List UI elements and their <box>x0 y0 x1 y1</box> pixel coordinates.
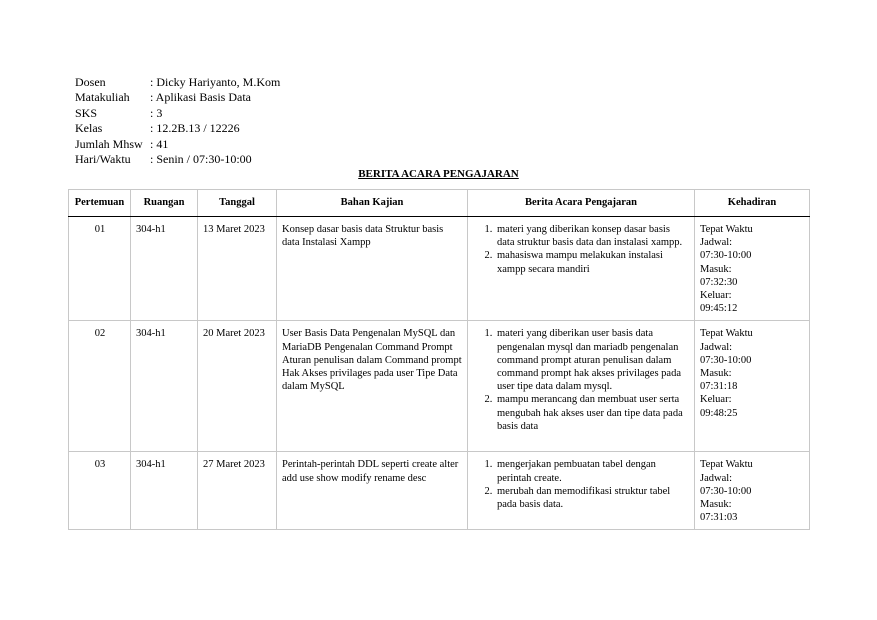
kehadiran-line: Masuk: <box>700 499 732 511</box>
cell-tanggal: 20 Maret 2023 <box>198 321 277 452</box>
berita-item: 1. materi yang diberikan user basis data pengenalan mysql dan mariadb pengenalan command prompt aturan penulisan dalam command prompt hak akses privilages pada user tipe data dalam mysql. <box>495 327 690 393</box>
page-title: BERITA ACARA PENGAJARAN <box>358 168 519 180</box>
info-label: Jumlah Mhsw <box>75 136 143 151</box>
column-header-tanggal: Tanggal <box>198 190 277 217</box>
cell-tanggal: 27 Maret 2023 <box>198 452 277 530</box>
kehadiran-line: Keluar: <box>700 290 732 302</box>
cell-berita-acara <box>468 217 695 321</box>
berita-item: 1. materi yang diberikan konsep dasar basis data struktur basis data dan instalasi xampp. <box>495 223 690 249</box>
cell-pertemuan: 01 <box>69 217 131 321</box>
info-label: Hari/Waktu <box>75 152 131 167</box>
cell-bahan-kajian: User Basis Data Pengenalan MySQL dan MariaDB Pengenalan Command Prompt Aturan penulisan dalam Command prompt Hak Akses privilages pada user Tipe Data dalam MySQL <box>277 321 468 452</box>
cell-bahan-kajian: Perintah-perintah DDL seperti create alter add use show modify rename desc <box>277 452 468 530</box>
table-header-row <box>69 190 810 217</box>
kehadiran-line: Jadwal: <box>700 237 733 249</box>
info-value: : 12.2B.13 / 12226 <box>150 121 240 136</box>
kehadiran-line: Keluar: <box>700 394 732 406</box>
kehadiran-line: 07:30-10:00 <box>700 250 752 262</box>
kehadiran-line: 07:30-10:00 <box>700 354 752 366</box>
cell-ruangan: 304-h1 <box>131 321 198 452</box>
info-row-matakuliah <box>75 90 280 105</box>
info-row-hari-waktu <box>75 152 280 167</box>
info-value: : 3 <box>150 105 163 120</box>
kehadiran-line: 07:31:03 <box>700 512 738 524</box>
kehadiran-line: 09:48:25 <box>700 407 738 419</box>
table-row <box>69 452 810 530</box>
course-info <box>75 75 280 167</box>
kehadiran-line: 07:32:30 <box>700 276 738 288</box>
berita-item: 1. mengerjakan pembuatan tabel dengan perintah create. <box>495 458 690 484</box>
cell-kehadiran <box>695 321 810 452</box>
kehadiran-line: 07:31:18 <box>700 381 738 393</box>
kehadiran-status: Tepat Waktu <box>700 459 753 471</box>
info-label: Kelas <box>75 121 103 136</box>
kehadiran-line: Masuk: <box>700 368 732 380</box>
info-value: : Dicky Hariyanto, M.Kom <box>150 75 281 89</box>
berita-item: 2. mampu merancang dan membuat user serta mengubah hak akses user dan tipe data pada basis data <box>495 393 690 433</box>
kehadiran-status: Tepat Waktu <box>700 328 753 340</box>
table-row <box>69 321 810 452</box>
kehadiran-line: Masuk: <box>700 263 732 275</box>
info-row-dosen <box>75 75 280 90</box>
cell-tanggal: 13 Maret 2023 <box>198 217 277 321</box>
cell-pertemuan: 03 <box>69 452 131 530</box>
cell-kehadiran <box>695 452 810 530</box>
berita-item: 2. merubah dan memodifikasi struktur tabel pada basis data. <box>495 485 690 511</box>
cell-ruangan: 304-h1 <box>131 452 198 530</box>
cell-berita-acara <box>468 452 695 530</box>
kehadiran-line: 09:45:12 <box>700 303 738 315</box>
info-row-sks <box>75 106 280 121</box>
cell-kehadiran <box>695 217 810 321</box>
column-header-berita-acara: Berita Acara Pengajaran <box>468 190 695 217</box>
column-header-bahan-kajian: Bahan Kajian <box>277 190 468 217</box>
info-value: : Aplikasi Basis Data <box>150 90 251 105</box>
column-header-ruangan: Ruangan <box>131 190 198 217</box>
berita-acara-table <box>68 189 810 530</box>
info-row-jumlah-mhsw <box>75 137 280 152</box>
info-label: SKS <box>75 105 98 120</box>
cell-ruangan: 304-h1 <box>131 217 198 321</box>
info-label: Matakuliah <box>75 90 130 105</box>
table-row <box>69 217 810 321</box>
column-header-pertemuan: Pertemuan <box>69 190 131 217</box>
kehadiran-line: Jadwal: <box>700 472 733 484</box>
kehadiran-line: 07:30-10:00 <box>700 485 752 497</box>
cell-berita-acara <box>468 321 695 452</box>
column-header-kehadiran: Kehadiran <box>695 190 810 217</box>
cell-pertemuan: 02 <box>69 321 131 452</box>
kehadiran-status: Tepat Waktu <box>700 224 753 235</box>
info-value: : 41 <box>150 136 169 151</box>
info-row-kelas <box>75 121 280 136</box>
berita-item: 2. mahasiswa mampu melakukan instalasi xampp secara mandiri <box>495 249 690 275</box>
info-label: Dosen <box>75 75 106 89</box>
kehadiran-line: Jadwal: <box>700 341 733 353</box>
cell-bahan-kajian: Konsep dasar basis data Struktur basis data Instalasi Xampp <box>277 217 468 321</box>
info-value: : Senin / 07:30-10:00 <box>150 152 252 167</box>
